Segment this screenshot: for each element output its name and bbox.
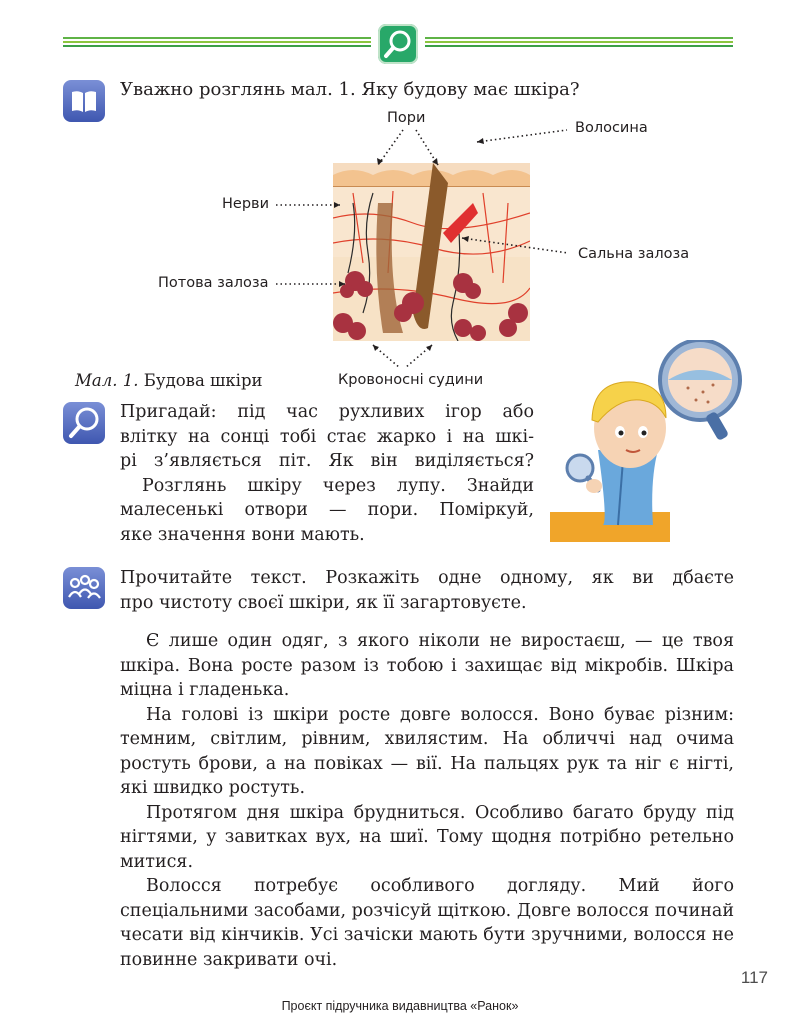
page-number: 117 — [740, 968, 768, 987]
task2-line: влітку на сонці тобі стає жарко і на шкі- — [120, 426, 534, 447]
footer: Проєкт підручника видавництва «Ранок» — [281, 999, 519, 1013]
task1-question: Уважно розглянь мал. 1. Яку будову має шкіра? — [120, 79, 580, 100]
magnifier-icon — [63, 402, 105, 444]
text-paragraph-4: Волосся потребує особливого догляду. Мий його спеціальними засобами, розчісуй щіткою. Довге волосся починай чесати від кінчиків. Усі зачіски мають бути зручними, волосся не повинне закривати очі. — [120, 876, 734, 970]
label-sebaceous-gland: Сальна залоза — [578, 246, 690, 262]
task2-line: яке значення вони мають. — [120, 524, 365, 545]
label-blood-vessels: Кровоносні судини — [338, 372, 484, 388]
figure-caption — [75, 369, 263, 393]
text-paragraph-3: Протягом дня шкіра брудниться. Особливо багато бруду під нігтями, у завитках вух, на шиї. Тому щодня потрібно ретельно митися. — [120, 802, 734, 872]
task2-line: рі з’являється піт. Як він виділяється? — [120, 451, 534, 471]
task3-line: про чистоту своєї шкіри, як її загартовуєте. — [120, 593, 527, 613]
label-hair: Волосина — [575, 120, 648, 136]
task2-line: Розглянь шкіру через лупу. Знайди — [142, 475, 534, 496]
boy-with-magnifier-illustration — [548, 340, 748, 542]
task2-line: Пригадай: під час рухливих ігор або — [120, 402, 534, 422]
task3-line: Прочитайте текст. Розкажіть одне одному, як ви дбаєте — [120, 568, 734, 588]
text-paragraph-2: На голові із шкіри росте довге волосся. Воно буває різним: темним, світлим, рівним, хвилястим. На обличчі над очима ростуть брови, а на повіках — вії. На пальцях рук та ніг є нігті, які швидко ростуть. — [120, 704, 734, 798]
figure-caption-prefix: Мал. 1. — [75, 371, 139, 390]
label-nerves: Нерви — [222, 196, 269, 212]
text-paragraph-1: Є лише один одяг, з якого ніколи не виростаєш, — це твоя шкіра. Вона росте разом із тобою і захищає від мікробів. Шкіра міцна і гладенька. — [120, 631, 734, 700]
figure-caption-text: Будова шкіри — [143, 371, 263, 390]
task2-text — [120, 400, 534, 547]
label-sweat-gland: Потова залоза — [158, 275, 269, 291]
task3-text — [120, 566, 734, 616]
task2-line: малесенькі отвори — пори. Поміркуй, — [120, 500, 534, 520]
group-discussion-icon — [63, 567, 105, 609]
label-pores: Пори — [387, 110, 426, 126]
reading-text — [120, 629, 734, 972]
